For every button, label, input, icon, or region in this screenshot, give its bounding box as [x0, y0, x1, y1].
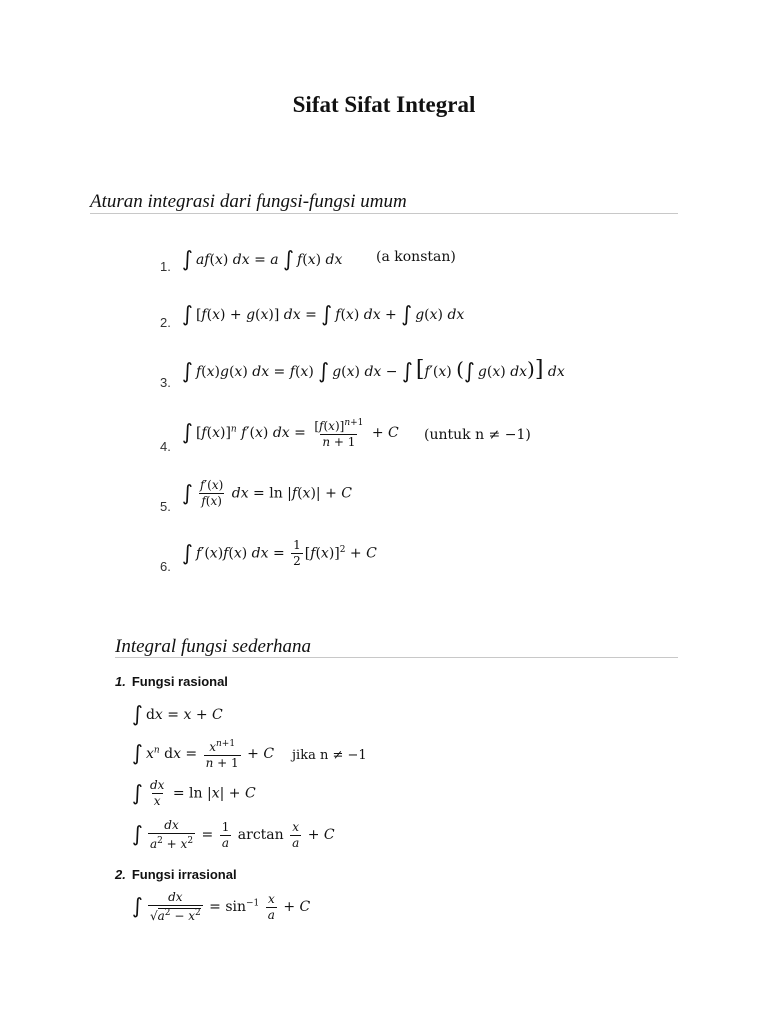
- section-heading-general-rules: Aturan integrasi dari fungsi-fungsi umum: [90, 191, 407, 212]
- rule-number: 4.: [160, 439, 171, 454]
- power-rule-condition: jika n ≠ −1: [292, 748, 367, 763]
- rule-number: 5.: [160, 499, 171, 514]
- rule-6-formula: ∫ f′(x)f(x) dx = $\frac{1}{2}$ $[f(x)]^2 + C$: [182, 538, 377, 568]
- subsection-title: Fungsi rasional: [131, 674, 228, 689]
- rational-formula-log: ∫ $\frac{dx}{x}$ = ln |x| + C: [132, 778, 256, 808]
- section-divider: [115, 657, 678, 658]
- subsection-heading-rational: [115, 674, 228, 689]
- rule-1-formula: ∫ af(x) dx = a ∫ f(x) dx: [182, 247, 343, 271]
- rule-4-formula: ∫ $[f(x)]^n$ f′(x) dx = $\frac{[f(x)]^{n+1}}{n + 1}$ + C: [182, 418, 399, 449]
- irrational-formula-arcsin: ∫ $\frac{dx}{√a^2 - x^2}$ = $\sin^{-1}$ $\frac{x}{a}$ + C: [132, 890, 311, 923]
- section-heading-simple-functions: Integral fungsi sederhana: [115, 636, 311, 657]
- rule-number: 6.: [160, 559, 171, 574]
- subsection-index: 2.: [115, 867, 126, 882]
- rule-2-formula: ∫ [f(x) + g(x)] dx = ∫ f(x) dx + ∫ g(x) dx: [182, 302, 465, 326]
- rule-3-formula: ∫ f(x)g(x) dx = f(x) ∫ g(x) dx − ∫ [f′(x) (∫ g(x) dx)] dx: [182, 357, 565, 383]
- section-divider: [90, 213, 678, 214]
- rule-number: 3.: [160, 375, 171, 390]
- subsection-heading-irrational: [115, 867, 237, 882]
- rational-formula-power: ∫ $x^n$ dx = $\frac{x^{n+1}}{n + 1}$ + C: [132, 739, 275, 770]
- subsection-index: 1.: [115, 674, 126, 689]
- rule-5-formula: ∫ $\frac{f'(x)}{f(x)}$ dx = ln |f(x)| + C: [182, 478, 352, 508]
- rational-formula-constant: ∫ dx = x + C: [132, 702, 223, 726]
- rule-number: 1.: [160, 259, 171, 274]
- subsection-title: Fungsi irrasional: [131, 867, 237, 882]
- rule-4-note: (untuk n ≠ −1): [424, 427, 531, 443]
- rule-1-note: (a konstan): [376, 249, 456, 265]
- page-title: Sifat Sifat Integral: [292, 92, 476, 117]
- rule-number: 2.: [160, 315, 171, 330]
- rational-formula-arctan: ∫ $\frac{dx}{a^2 + x^2}$ = $\frac{1}{a}$ arctan $\frac{x}{a}$ + C: [132, 818, 335, 851]
